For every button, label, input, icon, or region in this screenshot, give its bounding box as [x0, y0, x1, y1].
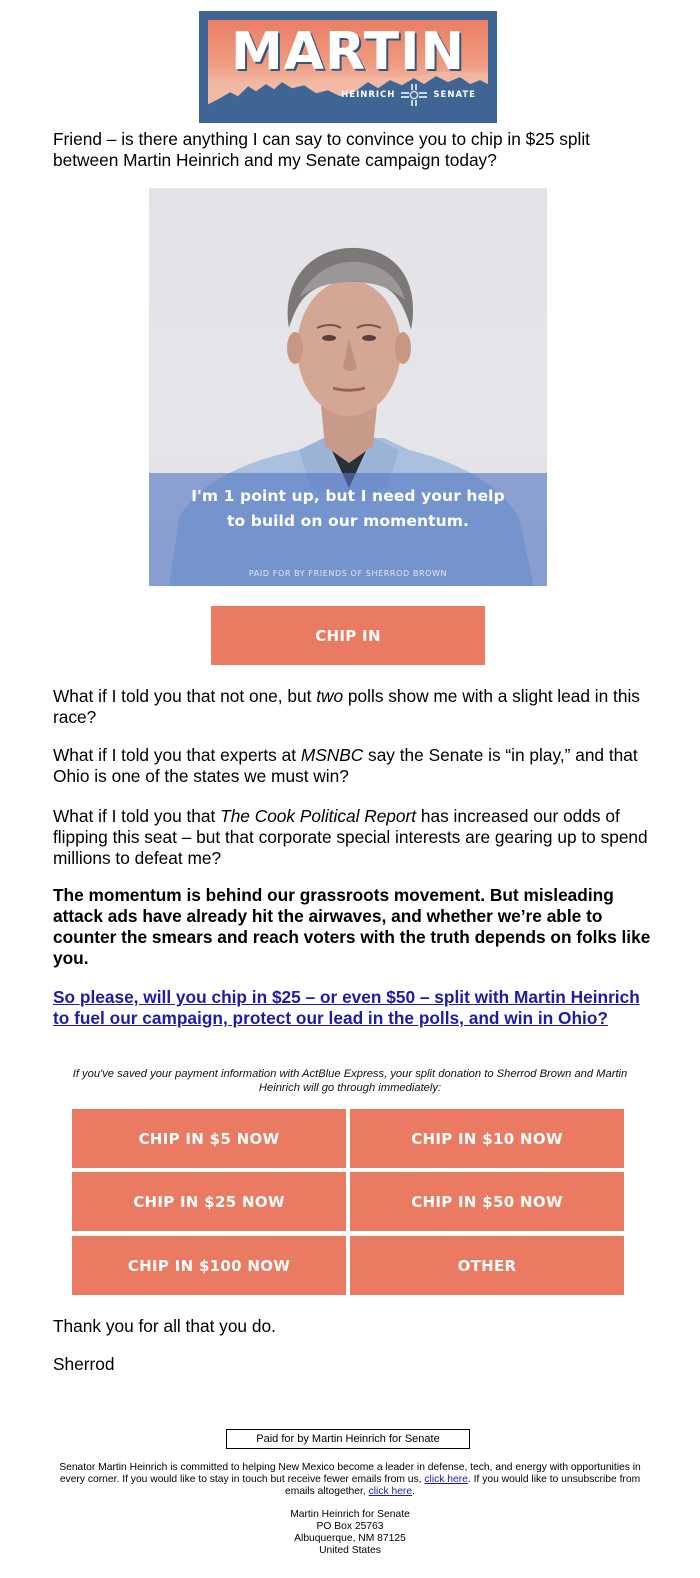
chip-in-100-button[interactable]: CHIP IN $100 NOW	[72, 1236, 346, 1295]
paid-for-box: Paid for by Martin Heinrich for Senate	[226, 1429, 470, 1449]
address-line-4: United States	[319, 1545, 381, 1556]
paragraph-momentum: The momentum is behind our grassroots movement. But misleading attack ads have already hit the airwaves, and whether we’re able to counter the smears and reach voters with the truth depends on folks like you.	[53, 885, 651, 968]
emphasis: two	[316, 686, 344, 706]
ask-paragraph	[53, 987, 653, 1029]
signature: Sherrod	[53, 1354, 115, 1374]
paragraph-polls	[53, 686, 653, 728]
emphasis: MSNBC	[300, 745, 364, 765]
hero-image[interactable]	[149, 188, 547, 586]
paragraph-cook-report	[53, 806, 653, 869]
image-paid-for-text: PAID FOR BY FRIENDS OF SHERROD BROWN	[248, 569, 448, 578]
other-amount-button[interactable]: OTHER	[350, 1236, 624, 1295]
text: polls show me with a slight lead in this race?	[53, 686, 640, 727]
chip-in-50-button[interactable]: CHIP IN $50 NOW	[350, 1172, 624, 1231]
chip-in-5-button[interactable]: CHIP IN $5 NOW	[72, 1109, 346, 1168]
donate-ask-link[interactable]: So please, will you chip in $25 – or even $50 – split with Martin Heinrich to fuel our campaign, protect our lead in the polls, and win in Ohio?	[53, 987, 640, 1028]
image-caption	[149, 484, 547, 534]
logo-subtitle	[341, 84, 476, 106]
logo-right-word: SENATE	[433, 90, 476, 100]
text: has increased our odds of flipping this seat – but that corporate special interests are gearing up to spend millions to defeat me?	[53, 806, 648, 868]
address-line-1: Martin Heinrich for Senate	[290, 1509, 410, 1520]
text: . If you would like to unsubscribe from emails altogether,	[285, 1474, 641, 1497]
address-line-2: PO Box 25763	[316, 1521, 384, 1532]
text: What if I told you that experts at	[53, 745, 301, 765]
intro-paragraph: Friend – is there anything I can say to convince you to chip in $25 split between Martin Heinrich and my Senate campaign today?	[53, 129, 590, 170]
unsubscribe-link[interactable]: click here	[368, 1486, 413, 1497]
text: .	[412, 1486, 415, 1497]
caption-line-2: to build on our momentum.	[227, 512, 469, 530]
actblue-express-note: If you've saved your payment information with ActBlue Express, your split donation to Sherrod Brown and Martin Heinrich will go through immediately:	[72, 1068, 628, 1094]
footer-disclaimer	[50, 1462, 650, 1498]
text: Senator Martin Heinrich is committed to helping New Mexico become a leader in defense, tech, and energy with opportunities in every corner. If you would like to stay in touch but receive fewer emails from us,	[59, 1462, 641, 1485]
text: say the Senate is “in play,” and that Ohio is one of the states we must win?	[53, 745, 638, 786]
paragraph-msnbc	[53, 745, 653, 787]
chip-in-25-button[interactable]: CHIP IN $25 NOW	[72, 1172, 346, 1231]
logo-banner	[208, 20, 488, 114]
mailing-address	[50, 1509, 650, 1557]
chip-in-10-button[interactable]: CHIP IN $10 NOW	[350, 1109, 624, 1168]
address-line-3: Albuquerque, NM 87125	[294, 1533, 406, 1544]
text: What if I told you that not one, but	[53, 686, 317, 706]
logo-left-word: HEINRICH	[341, 90, 396, 100]
caption-line-1: I'm 1 point up, but I need your help	[191, 487, 505, 505]
chip-in-button[interactable]: CHIP IN	[211, 606, 485, 665]
thanks-line: Thank you for all that you do.	[53, 1316, 276, 1336]
fewer-emails-link[interactable]: click here	[424, 1474, 468, 1485]
logo-title: MARTIN	[230, 22, 466, 82]
text: What if I told you that	[53, 806, 221, 826]
campaign-logo[interactable]	[199, 11, 497, 123]
emphasis: The Cook Political Report	[220, 806, 417, 826]
zia-sun-icon	[401, 84, 427, 106]
